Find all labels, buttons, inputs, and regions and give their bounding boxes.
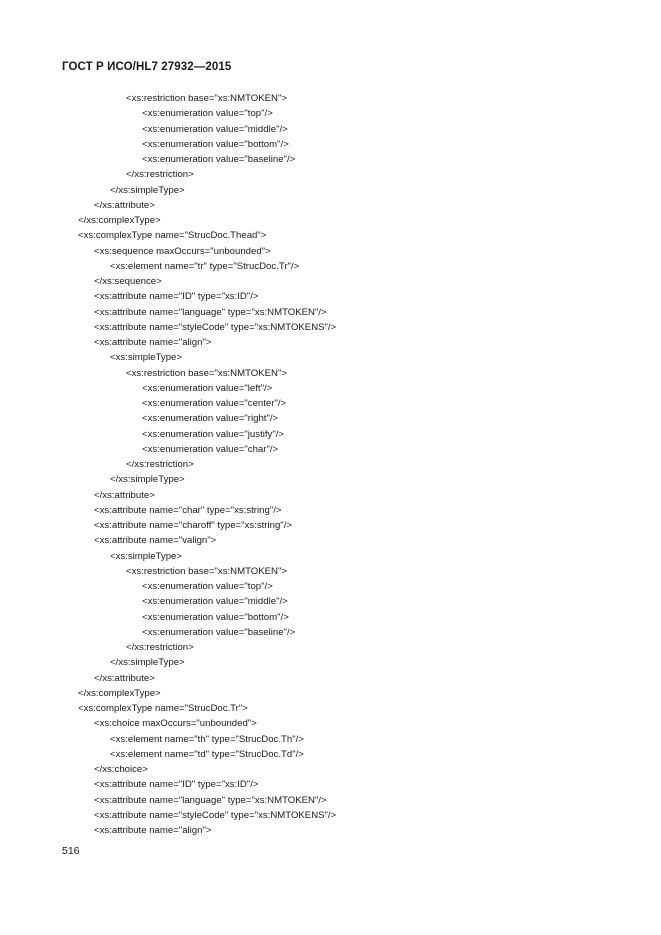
code-line: </xs:attribute> [94,489,155,501]
code-line: <xs:restriction base="xs:NMTOKEN"> [126,367,287,379]
code-line: <xs:enumeration value="top"/> [142,581,273,592]
code-line: <xs:attribute name="ID" type="xs:ID"/> [94,291,259,303]
code-line: <xs:enumeration value="center"/> [142,398,287,409]
code-line: <xs:simpleType> [110,352,182,364]
code-line: </xs:attribute> [94,672,155,684]
code-line: <xs:enumeration value="middle"/> [142,123,288,135]
code-line: <xs:enumeration value="right"/> [142,413,279,425]
code-line: <xs:enumeration value="baseline"/> [142,626,296,638]
code-line: <xs:restriction base="xs:NMTOKEN"> [126,565,287,577]
code-line: <xs:attribute name="ID" type="xs:ID"/> [94,779,259,791]
code-line: </xs:simpleType> [110,184,185,196]
code-line: <xs:enumeration value="bottom"/> [142,138,289,150]
code-line: <xs:attribute name="language" type="xs:NMTOKEN"/> [94,306,327,318]
code-line: <xs:attribute name="charoff" type="xs:string"/> [94,520,292,531]
code-line: <xs:element name="th" type="StrucDoc.Th"/> [110,733,304,745]
code-line: <xs:enumeration value="baseline"/> [142,154,296,165]
code-line: <xs:sequence maxOccurs="unbounded"> [94,245,271,257]
xml-code-listing [62,91,622,838]
code-line: <xs:complexType name="StrucDoc.Tr"> [78,703,248,714]
code-line: <xs:attribute name="language" type="xs:NMTOKEN"/> [94,794,327,806]
code-line: <xs:element name="td" type="StrucDoc.Td"/> [110,748,304,760]
code-line: <xs:enumeration value="char"/> [142,443,279,455]
page-number: 516 [62,845,80,857]
code-line: <xs:enumeration value="top"/> [142,108,273,120]
code-line: </xs:simpleType> [110,657,185,669]
document-header: ГОСТ Р ИСО/HL7 27932—2015 [62,61,232,73]
code-line: <xs:attribute name="align"> [94,825,212,836]
code-line: <xs:enumeration value="bottom"/> [142,611,289,623]
code-line: </xs:complexType> [78,687,161,699]
code-line: </xs:complexType> [78,215,161,226]
code-line: <xs:enumeration value="left"/> [142,382,273,394]
code-line: </xs:restriction> [126,642,194,653]
code-line: <xs:complexType name="StrucDoc.Thead"> [78,230,267,242]
code-line: </xs:restriction> [126,459,194,470]
code-line: </xs:sequence> [94,276,162,287]
code-line: <xs:simpleType> [110,550,182,562]
code-line: </xs:simpleType> [110,474,185,486]
code-line: <xs:attribute name="styleCode" type="xs:NMTOKENS"/> [94,321,337,333]
code-line: <xs:choice maxOccurs="unbounded"> [94,718,257,730]
code-line: <xs:attribute name="char" type="xs:string"/> [94,504,282,516]
code-line: <xs:element name="tr" type="StrucDoc.Tr"/> [110,260,300,272]
code-line: <xs:attribute name="styleCode" type="xs:NMTOKENS"/> [94,809,337,821]
code-line: <xs:attribute name="valign"> [94,535,217,547]
code-line: <xs:restriction base="xs:NMTOKEN"> [126,93,287,104]
code-line: <xs:attribute name="align"> [94,337,212,348]
code-line: <xs:enumeration value="middle"/> [142,596,288,608]
code-line: </xs:restriction> [126,169,194,181]
code-line: </xs:choice> [94,764,148,775]
code-line: </xs:attribute> [94,199,155,211]
code-line: <xs:enumeration value="justify"/> [142,428,284,440]
